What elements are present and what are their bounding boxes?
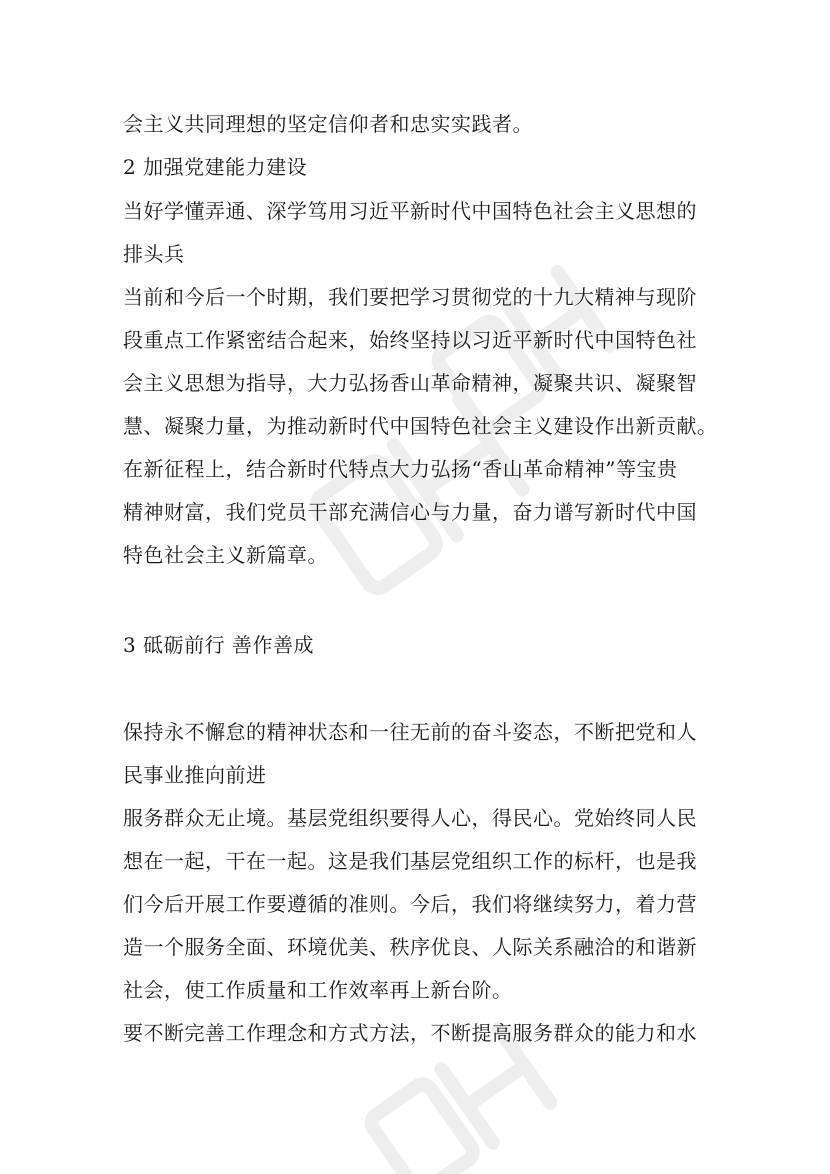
section-heading: 3 砥砺前行 善作善成 xyxy=(123,633,314,657)
body-text-line: 当前和今后一个时期，我们要把学习贯彻党的十九大精神与现阶 xyxy=(123,285,697,309)
section-heading: 2 加强党建能力建设 xyxy=(123,155,308,179)
body-text-line: 特色社会主义新篇章。 xyxy=(123,543,328,567)
subheading-line: 当好学懂弄通、深学笃用习近平新时代中国特色社会主义思想的 xyxy=(123,199,697,223)
subheading-line: 排头兵 xyxy=(123,242,185,266)
body-text-line: 们今后开展工作要遵循的准则。今后，我们将继续努力，着力营 xyxy=(123,892,697,916)
body-text-line: 服务群众无止境。基层党组织要得人心，得民心。党始终同人民 xyxy=(123,806,697,830)
body-text-line: 精神财富，我们党员干部充满信心与力量，奋力谱写新时代中国 xyxy=(123,500,697,524)
body-text-line: 造一个服务全面、环境优美、秩序优良、人际关系融洽的和谐新 xyxy=(123,935,697,959)
body-text-line: 社会，使工作质量和工作效率再上新台阶。 xyxy=(123,978,513,1002)
body-text-line: 想在一起，干在一起。这是我们基层党组织工作的标杆，也是我 xyxy=(123,849,697,873)
subheading-line: 民事业推向前进 xyxy=(123,763,267,787)
body-text-line: 慧、凝聚力量，为推动新时代中国特色社会主义建设作出新贡献。 xyxy=(123,414,718,438)
body-text-line: 会主义共同理想的坚定信仰者和忠实实践者。 xyxy=(123,112,533,136)
body-text-line: 在新征程上，结合新时代特点大力弘扬“香山革命精神”等宝贵 xyxy=(123,457,678,481)
body-text-line: 段重点工作紧密结合起来，始终坚持以习近平新时代中国特色社 xyxy=(123,328,697,352)
subheading-line: 保持永不懈怠的精神状态和一往无前的奋斗姿态，不断把党和人 xyxy=(123,720,697,744)
body-text-line: 会主义思想为指导，大力弘扬香山革命精神，凝聚共识、凝聚智 xyxy=(123,371,697,395)
body-text-line: 要不断完善工作理念和方式方法，不断提高服务群众的能力和水 xyxy=(123,1021,697,1045)
